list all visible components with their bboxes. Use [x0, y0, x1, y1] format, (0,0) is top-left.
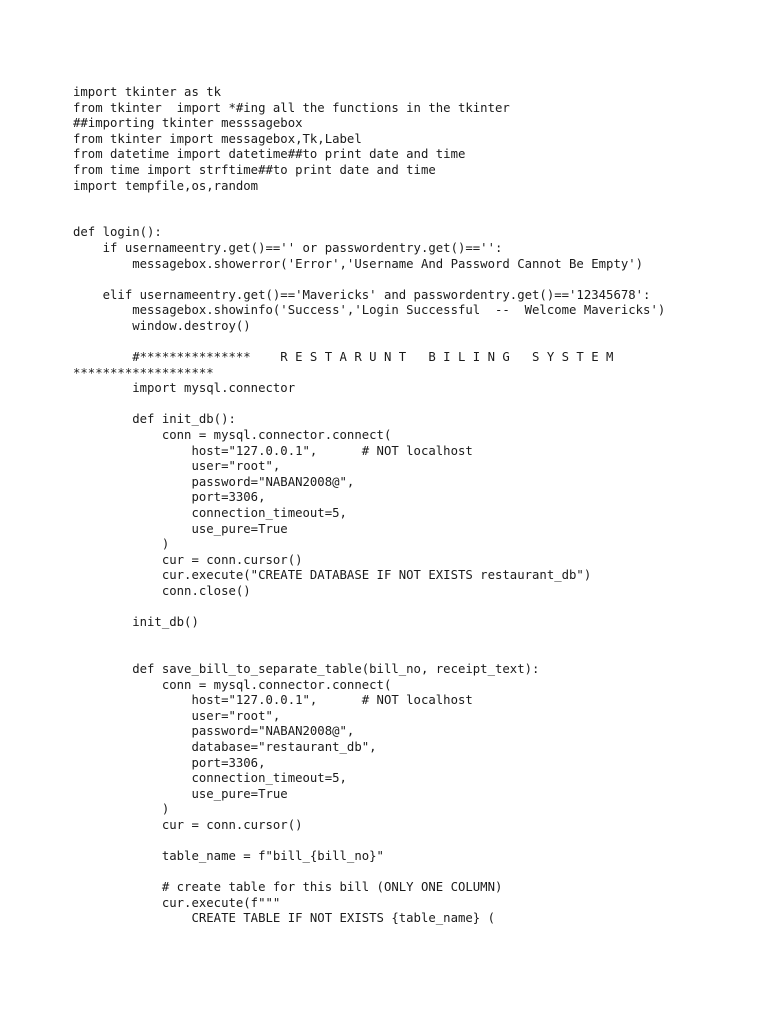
code-line: )	[73, 802, 170, 817]
code-line	[73, 335, 665, 351]
code-line: host="127.0.0.1", # NOT localhost	[73, 693, 473, 708]
code-line: elif usernameentry.get()=='Mavericks' and passwordentry.get()=='12345678':	[73, 287, 651, 302]
code-line: )	[73, 537, 170, 552]
code-line: CREATE TABLE IF NOT EXISTS {table_name} (	[73, 911, 495, 926]
code-line: use_pure=True	[73, 521, 288, 536]
code-line: user="root",	[73, 459, 281, 474]
code-line: from datetime import datetime##to print date and time	[73, 147, 466, 162]
code-line: cur.execute(f"""	[73, 895, 281, 910]
code-line: from tkinter import messagebox,Tk,Label	[73, 131, 362, 146]
code-line	[73, 834, 665, 850]
code-line: connection_timeout=5,	[73, 771, 347, 786]
code-line: messagebox.showerror('Error','Username And Password Cannot Be Empty')	[73, 256, 644, 271]
code-line: conn = mysql.connector.connect(	[73, 677, 392, 692]
code-line: port=3306,	[73, 490, 266, 505]
code-line: def save_bill_to_separate_table(bill_no, receipt_text):	[73, 661, 540, 676]
code-line: password="NABAN2008@",	[73, 724, 355, 739]
code-line: #*************** R E S T A R U N T B I L I N G S Y S T E M	[73, 350, 614, 365]
code-line: def login():	[73, 225, 162, 240]
code-line: from time import strftime##to print date and time	[73, 162, 436, 177]
code-line: ##importing tkinter messsagebox	[73, 116, 303, 131]
code-line: import tkinter as tk	[73, 85, 222, 99]
code-line: database="restaurant_db",	[73, 739, 377, 754]
code-line: conn = mysql.connector.connect(	[73, 428, 392, 443]
code-line	[73, 272, 665, 288]
code-line	[73, 210, 665, 226]
code-line: init_db()	[73, 615, 199, 630]
code-line: user="root",	[73, 708, 281, 723]
code-line: *******************	[73, 365, 214, 380]
code-line: from tkinter import *#ing all the functions in the tkinter	[73, 100, 510, 115]
code-line	[73, 865, 665, 881]
code-line: table_name = f"bill_{bill_no}"	[73, 849, 384, 864]
code-line	[73, 631, 665, 647]
code-line: cur = conn.cursor()	[73, 552, 303, 567]
code-line: window.destroy()	[73, 318, 251, 333]
code-line	[73, 600, 665, 616]
code-line: port=3306,	[73, 755, 266, 770]
code-line: host="127.0.0.1", # NOT localhost	[73, 443, 473, 458]
code-line: cur = conn.cursor()	[73, 817, 303, 832]
code-line: if usernameentry.get()=='' or passwordentry.get()=='':	[73, 240, 503, 255]
code-listing	[73, 85, 665, 927]
code-line: import tempfile,os,random	[73, 178, 259, 193]
code-line	[73, 646, 665, 662]
code-line: connection_timeout=5,	[73, 506, 347, 521]
code-line: # create table for this bill (ONLY ONE COLUMN)	[73, 880, 503, 895]
code-line: use_pure=True	[73, 786, 288, 801]
code-line: password="NABAN2008@",	[73, 474, 355, 489]
code-line: cur.execute("CREATE DATABASE IF NOT EXISTS restaurant_db")	[73, 568, 592, 583]
code-line	[73, 397, 665, 413]
code-line: import mysql.connector	[73, 381, 296, 396]
code-line: conn.close()	[73, 584, 251, 598]
code-line: def init_db():	[73, 412, 236, 427]
code-line: messagebox.showinfo('Success','Login Successful -- Welcome Mavericks')	[73, 303, 666, 318]
code-line	[73, 194, 665, 210]
